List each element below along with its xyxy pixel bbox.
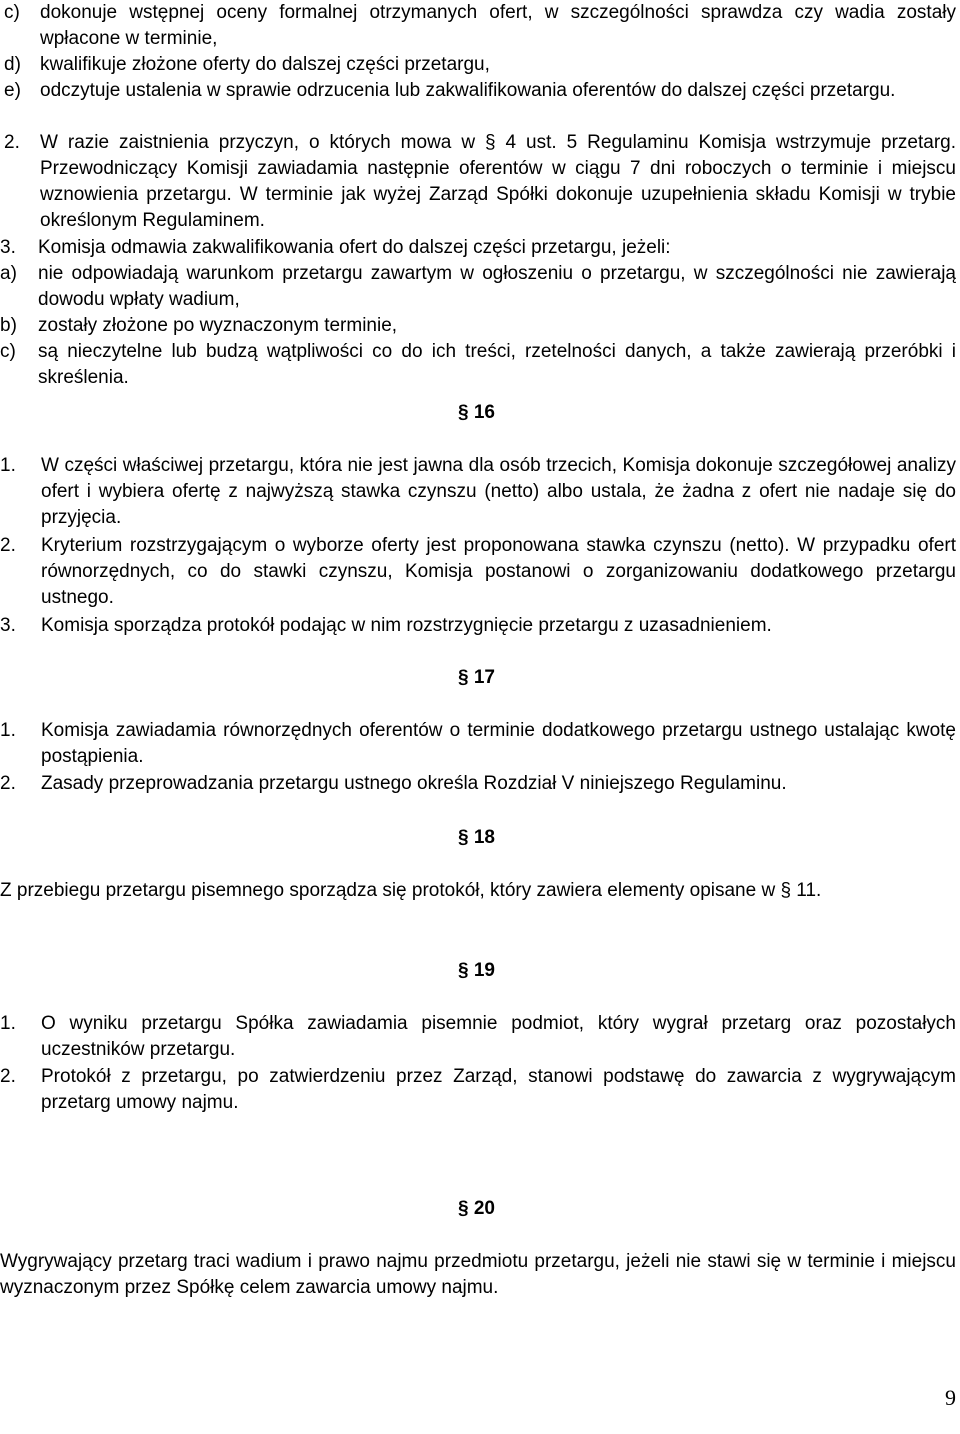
- page-number: 9: [945, 1385, 956, 1410]
- list-item-e: [4, 78, 956, 104]
- list-item-c: [4, 0, 956, 52]
- item-text: dokonuje wstępnej oceny formalnej otrzymanych ofert, w szczególności sprawdza czy wadia zostały wpłacone w terminie,: [40, 2, 956, 49]
- item-text: Komisja zawiadamia równorzędnych oferentów o terminie dodatkowego przetargu ustnego ustalając kwotę postąpienia.: [41, 720, 956, 767]
- item-text: Komisja sporządza protokół podając w nim rozstrzygnięcie przetargu z uzasadnieniem.: [41, 615, 772, 636]
- list-item-2: [4, 130, 956, 234]
- item-label: 1.: [0, 1013, 16, 1034]
- item-label: 1.: [0, 455, 16, 476]
- item-label: b): [0, 315, 17, 336]
- list-item-c2: [0, 339, 956, 391]
- list-item-3: [0, 235, 956, 261]
- item-text: W części właściwej przetargu, która nie jest jawna dla osób trzecich, Komisja dokonuje szczegółowej analizy ofert i wybiera ofertę z najwyższą stawka czynszu (netto) albo ustala, że żadna z ofert nie nadaje się do przyjęcia.: [41, 455, 956, 528]
- item-text: O wyniku przetargu Spółka zawiadamia pisemnie podmiot, który wygrał przetarg oraz pozostałych uczestników przetargu.: [41, 1013, 956, 1060]
- section-16-item-3: [0, 613, 956, 639]
- item-label: 2.: [0, 773, 16, 794]
- item-text: odczytuje ustalenia w sprawie odrzucenia lub zakwalifikowania oferentów do dalszej części przetargu.: [40, 80, 896, 101]
- item-label: 3.: [0, 237, 16, 258]
- section-17-item-2: [0, 771, 956, 797]
- item-label: 1.: [0, 720, 16, 741]
- item-label: c): [4, 2, 20, 23]
- item-label: a): [0, 263, 17, 284]
- item-label: 3.: [0, 615, 16, 636]
- list-item-d: [4, 52, 956, 78]
- section-17-item-1: [0, 718, 956, 770]
- item-text: nie odpowiadają warunkom przetargu zawartym w ogłoszeniu o przetargu, w szczególności nie zawierają dowodu wpłaty wadium,: [38, 263, 956, 310]
- item-text: Kryterium rozstrzygającym o wyborze oferty jest proponowana stawka czynszu (netto). W przypadku ofert równorzędnych, co do stawki czynszu, Komisja postanowi o zorganizowaniu dodatkowego przetargu ustnego.: [41, 535, 956, 608]
- item-label: 2.: [0, 1066, 16, 1087]
- section-19-item-2: [0, 1064, 956, 1116]
- section-heading-18: § 18: [458, 827, 495, 848]
- item-label: c): [0, 341, 16, 362]
- item-text: kwalifikuje złożone oferty do dalszej części przetargu,: [40, 54, 490, 75]
- section-16-item-2: [0, 533, 956, 611]
- section-heading-17: § 17: [458, 667, 495, 688]
- section-heading-16: § 16: [458, 402, 495, 423]
- list-item-b: [0, 313, 956, 339]
- section-heading-20: § 20: [458, 1198, 495, 1219]
- list-item-a: [0, 261, 956, 313]
- section-19-item-1: [0, 1011, 956, 1063]
- item-label: d): [4, 54, 21, 75]
- item-label: 2.: [4, 132, 20, 153]
- section-16-item-1: [0, 453, 956, 531]
- item-text: Zasady przeprowadzania przetargu ustnego określa Rozdział V niniejszego Regulaminu.: [41, 773, 787, 794]
- section-18-paragraph: Z przebiegu przetargu pisemnego sporządza się protokół, który zawiera elementy opisane w § 11.: [0, 880, 822, 901]
- item-label: 2.: [0, 535, 16, 556]
- item-text: są nieczytelne lub budzą wątpliwości co do ich treści, rzetelności danych, a także zawierają przeróbki i skreślenia.: [38, 341, 956, 388]
- item-text: Protokół z przetargu, po zatwierdzeniu przez Zarząd, stanowi podstawę do zawarcia z wygrywającym przetarg umowy najmu.: [41, 1066, 956, 1113]
- item-text: zostały złożone po wyznaczonym terminie,: [38, 315, 398, 336]
- item-text: W razie zaistnienia przyczyn, o których mowa w § 4 ust. 5 Regulaminu Komisja wstrzymuje przetarg. Przewodniczący Komisji zawiadamia następnie oferentów w ciągu 7 dni roboczych o terminie i miejscu wznowienia przetargu. W terminie jak wyżej Zarząd Spółki dokonuje uzupełnienia składu Komisji w trybie określonym Regulaminem.: [40, 132, 956, 231]
- section-20-paragraph: Wygrywający przetarg traci wadium i prawo najmu przedmiotu przetargu, jeżeli nie stawi się w terminie i miejscu wyznaczonym przez Spółkę celem zawarcia umowy najmu.: [0, 1251, 956, 1298]
- section-heading-19: § 19: [458, 960, 495, 981]
- item-text: Komisja odmawia zakwalifikowania ofert do dalszej części przetargu, jeżeli:: [38, 237, 671, 258]
- item-label: e): [4, 80, 21, 101]
